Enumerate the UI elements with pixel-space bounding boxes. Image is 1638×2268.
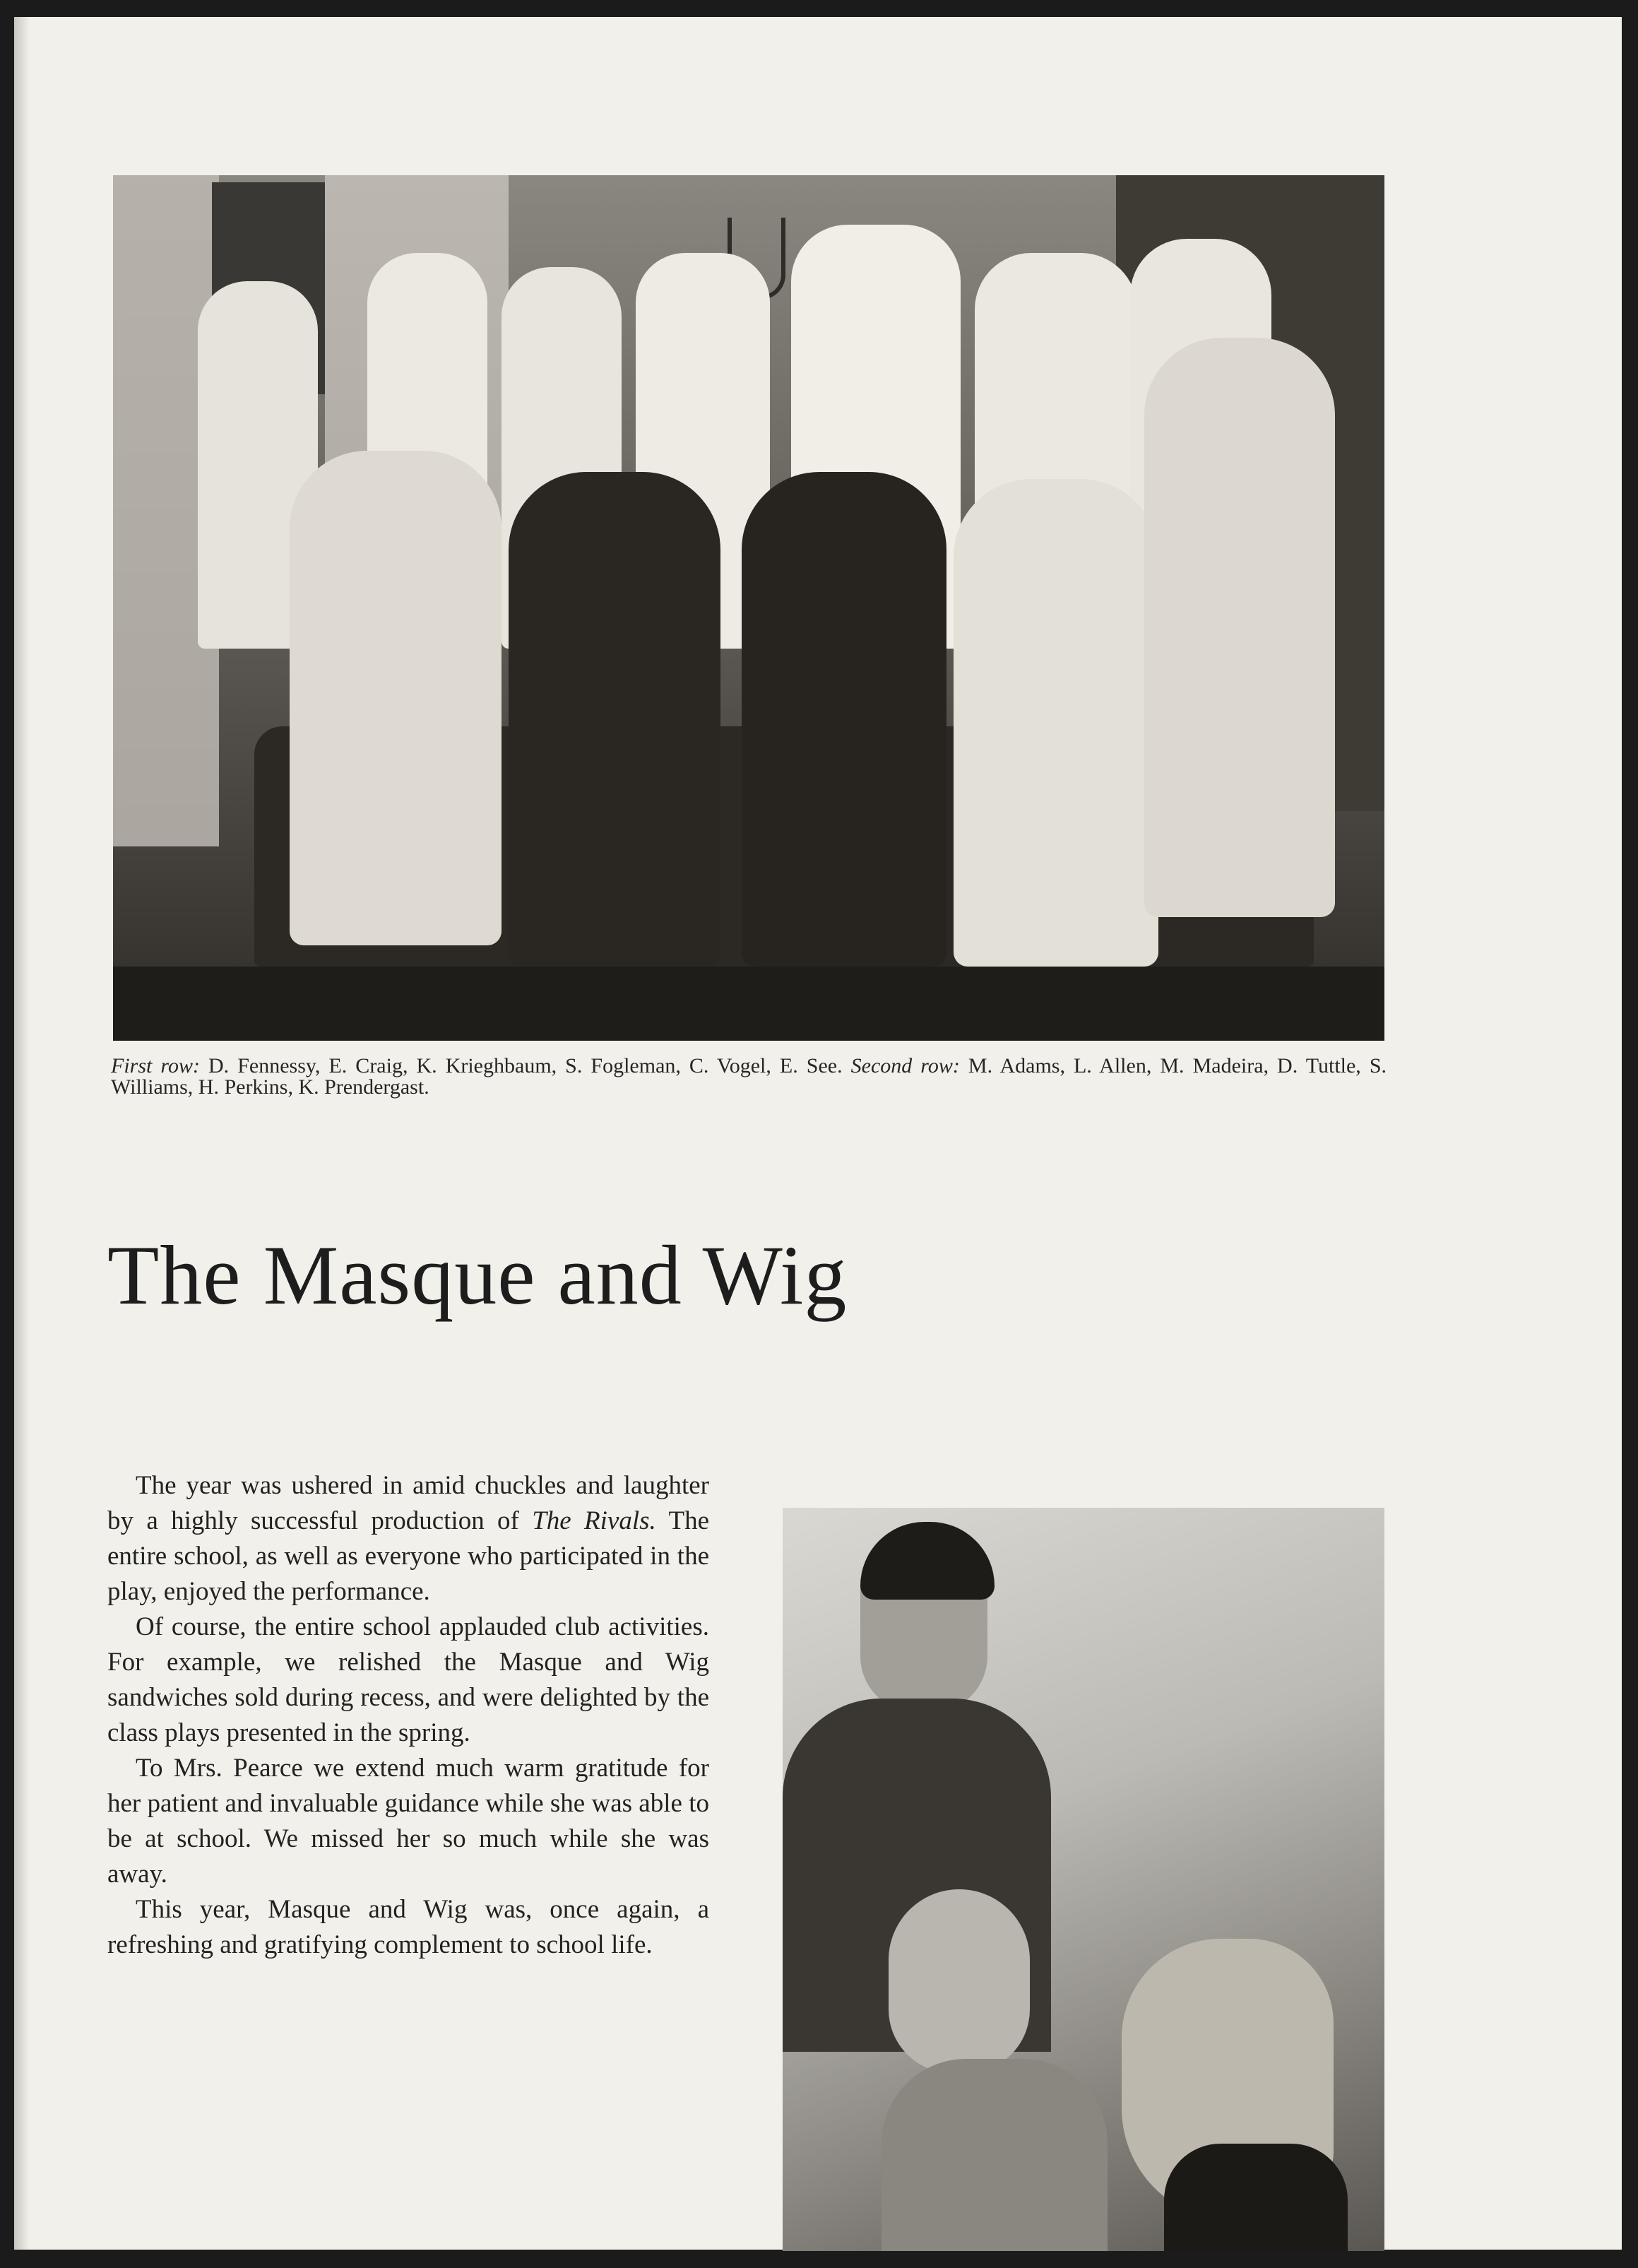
article-body [107,1468,709,1963]
paragraph: To Mrs. Pearce we extend much warm gratitude for her patient and invaluable guidance while she was able to be at school. We missed her so much while she was away. [107,1754,709,1889]
floor-shadow [113,967,1384,1041]
paragraph: This year, Masque and Wig was, once again, a refreshing and gratifying complement to school life. [107,1895,709,1959]
first-row-names: D. Fennessy, E. Craig, K. Krieghbaum, S. Fogleman, C. Vogel, E. See. [208,1054,843,1077]
second-row-names: M. Adams, L. Allen, M. Madeira, D. Tuttle, S. Williams, H. Perkins, K. Prendergast. [111,1054,1387,1099]
second-boy-sweater [882,2059,1108,2251]
boy-hair [860,1522,995,1600]
seated-figure [954,479,1158,967]
first-row-label: First row: [111,1054,200,1077]
girl-dress [1164,2144,1348,2251]
seated-figure [290,451,502,945]
candid-photo [783,1508,1384,2251]
paragraph-text: The year was ushered in amid chuckles and laughter by a highly successful production of [107,1471,709,1535]
seated-figure [742,472,946,967]
page-binding-shadow [14,17,30,2250]
paragraph: Of course, the entire school applauded club activities. For example, we relished the Masque and Wig sandwiches sold during recess, and were delighted by the class plays presented in the spring. [107,1612,709,1747]
second-boy-head [889,1889,1030,2073]
seated-figure [1144,338,1335,917]
play-title: The Rivals. [532,1506,656,1535]
photo-caption [111,1056,1387,1098]
second-row-label: Second row: [850,1054,960,1077]
group-photo [113,175,1384,1041]
seated-figure [509,472,720,967]
paragraph [107,1468,709,1610]
page-title: The Masque and Wig [107,1228,848,1322]
paragraph-text: The entire school, as well as everyone who participated in the play, enjoyed the performance. [107,1506,709,1606]
